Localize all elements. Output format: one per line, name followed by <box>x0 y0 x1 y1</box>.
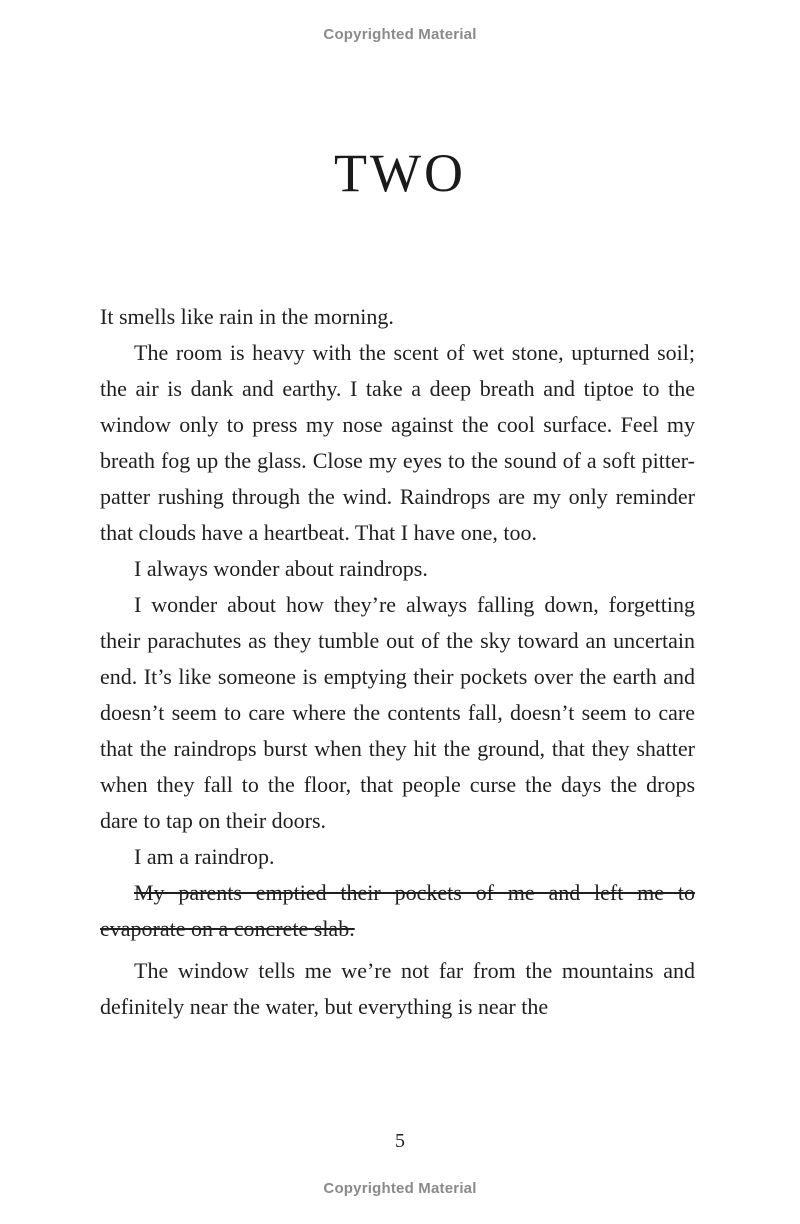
paragraph: It smells like rain in the morning. <box>100 304 394 329</box>
paragraph: I wonder about how they’re always falling down, forgetting their parachutes as they tumble out of the sky toward an uncertain end. It’s like someone is emptying their pockets over the earth and doesn’t seem to care where the contents fall, doesn’t seem to care that the raindrops burst when they hit the ground, that they shatter when they fall to the floor, that people curse the days the drops dare to tap on their doors. <box>100 592 695 833</box>
copyright-watermark-top: Copyrighted Material <box>323 26 477 43</box>
chapter-title: TWO <box>334 143 466 203</box>
paragraph: The room is heavy with the scent of wet stone, upturned soil; the air is dank and earthy. I take a deep breath and tiptoe to the window only to press my nose against the cool surface. Feel my breath fog up the glass. Close my eyes to the sound of a soft pitter-patter rushing through the wind. Raindrops are my only reminder that clouds have a heartbeat. That I have one, too. <box>100 340 695 545</box>
struck-through-paragraph: My parents emptied their pockets of me and left me to evaporate on a concrete slab. <box>100 880 695 941</box>
page-number: 5 <box>395 1130 405 1152</box>
paragraph: I always wonder about raindrops. <box>134 556 428 581</box>
copyright-watermark-bottom: Copyrighted Material <box>323 1180 477 1197</box>
chapter-body <box>100 299 695 1025</box>
paragraph: I am a raindrop. <box>134 844 275 869</box>
paragraph: The window tells me we’re not far from the mountains and definitely near the water, but everything is near the <box>100 958 695 1019</box>
